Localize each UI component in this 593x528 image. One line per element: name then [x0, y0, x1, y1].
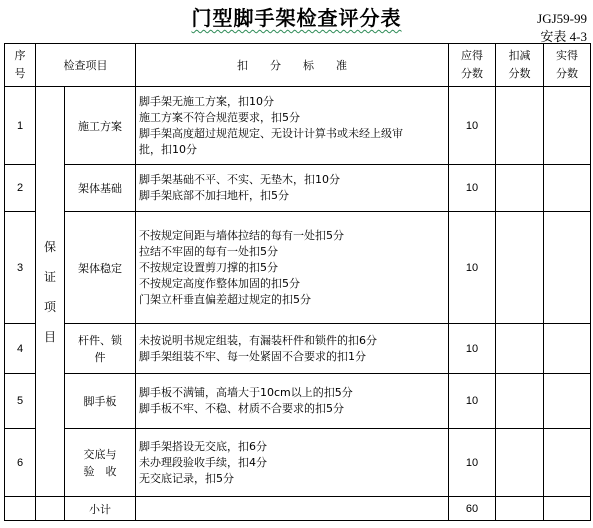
- item-name: 架体基础: [65, 165, 136, 212]
- due-score: 10: [449, 165, 496, 212]
- actual-score-cell[interactable]: [544, 374, 591, 429]
- actual-score-cell[interactable]: [544, 212, 591, 324]
- deduction-standard: 脚手架基础不平、不实、无垫木，扣10分 脚手架底部不加扫地杆，扣5分: [136, 165, 449, 212]
- table-row: [5, 165, 591, 212]
- row-number: 6: [5, 429, 36, 497]
- subtotal-label: 小计: [65, 497, 136, 521]
- subtotal-score: 60: [449, 497, 496, 521]
- due-score: 10: [449, 374, 496, 429]
- row-number: 1: [5, 87, 36, 165]
- header-seq: 序 号: [5, 44, 36, 87]
- deduction-standard: 不按规定间距与墙体拉结的每有一处扣5分 拉结不牢固的每有一处扣5分 不按规定设置剪刀撑的扣5分 不按规定高度作整体加固的扣5分 门架立杆垂直偏差超过规定的扣5分: [136, 212, 449, 324]
- item-name: 交底与 验 收: [65, 429, 136, 497]
- deduct-score-cell[interactable]: [496, 429, 544, 497]
- header-deduct: 扣减 分数: [496, 44, 544, 87]
- table-number: 安表 4-3: [540, 29, 587, 44]
- deduct-score-cell[interactable]: [496, 374, 544, 429]
- table-row: [5, 212, 591, 324]
- deduction-standard: 脚手架无施工方案，扣10分 施工方案不符合规范要求，扣5分 脚手架高度超过规范规定、无设计计算书或未经上级审 批，扣10分: [136, 87, 449, 165]
- due-score: 10: [449, 87, 496, 165]
- actual-score-cell[interactable]: [544, 429, 591, 497]
- deduct-score-cell[interactable]: [496, 165, 544, 212]
- table-row: [5, 374, 591, 429]
- item-name: 架体稳定: [65, 212, 136, 324]
- header-actual: 实得 分数: [544, 44, 591, 87]
- item-name: 杆件、锁 件: [65, 324, 136, 374]
- deduction-standard: 未按说明书规定组装，有漏装杆件和锁件的扣6分 脚手架组装不牢、每一处紧固不合要求的扣1分: [136, 324, 449, 374]
- item-name: 脚手板: [65, 374, 136, 429]
- page-title: 门型脚手架检查评分表: [191, 6, 402, 30]
- header-item: 检查项目: [36, 44, 136, 87]
- subtotal-actual-cell[interactable]: [544, 497, 591, 521]
- deduction-standard: 脚手架搭设无交底，扣6分 未办理段验收手续，扣4分 无交底记录，扣5分: [136, 429, 449, 497]
- actual-score-cell[interactable]: [544, 87, 591, 165]
- deduct-score-cell[interactable]: [496, 212, 544, 324]
- due-score: 10: [449, 212, 496, 324]
- header-standard: 扣 分 标 准: [136, 44, 449, 87]
- row-number: 4: [5, 324, 36, 374]
- standard-code: JGJ59-99: [537, 11, 587, 26]
- table-row: [5, 429, 591, 497]
- deduction-standard: 脚手板不满铺，高墙大于10cm以上的扣5分 脚手板不牢、不稳、材质不合要求的扣5分: [136, 374, 449, 429]
- due-score: 10: [449, 324, 496, 374]
- actual-score-cell[interactable]: [544, 165, 591, 212]
- row-number: 3: [5, 212, 36, 324]
- subtotal-deduct-cell[interactable]: [496, 497, 544, 521]
- due-score: 10: [449, 429, 496, 497]
- table-row: [5, 324, 591, 374]
- deduct-score-cell[interactable]: [496, 87, 544, 165]
- actual-score-cell[interactable]: [544, 324, 591, 374]
- header-row: [5, 44, 591, 87]
- item-name: 施工方案: [65, 87, 136, 165]
- score-table: [4, 43, 591, 521]
- group-label: 保 证 项 目: [36, 87, 65, 497]
- header-due: 应得 分数: [449, 44, 496, 87]
- subtotal-row: [5, 497, 591, 521]
- table-row: [5, 87, 591, 165]
- row-number: 2: [5, 165, 36, 212]
- deduct-score-cell[interactable]: [496, 324, 544, 374]
- row-number: 5: [5, 374, 36, 429]
